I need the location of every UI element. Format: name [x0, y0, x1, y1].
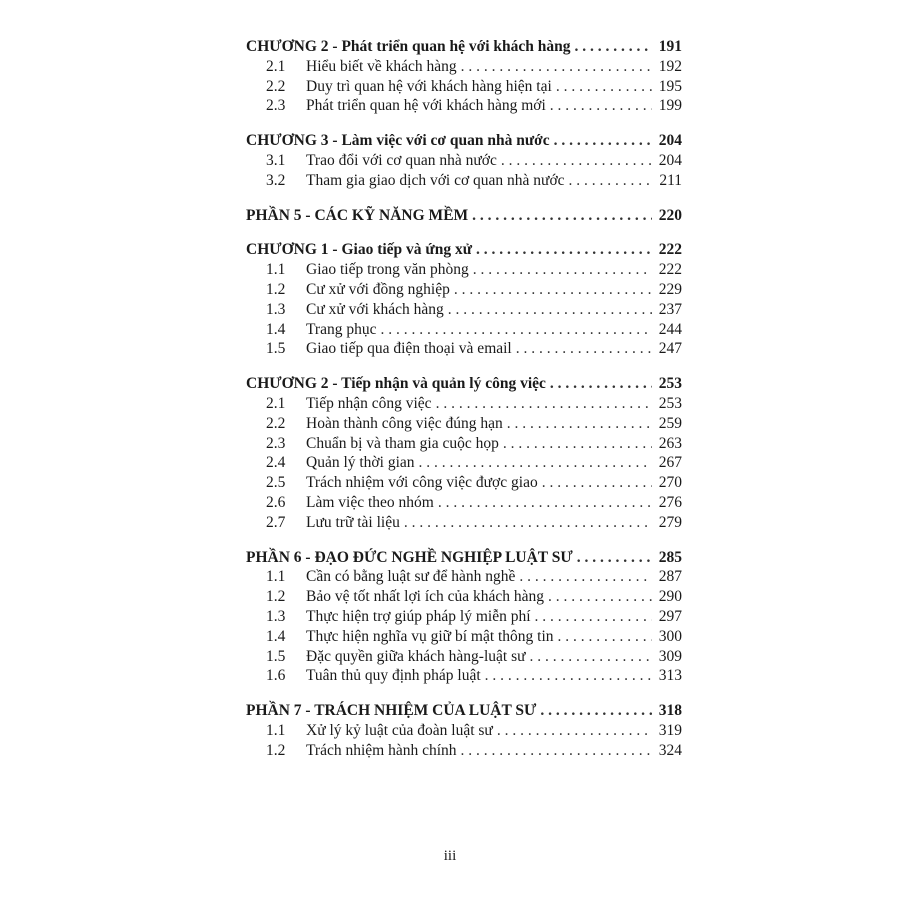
toc-entry: [246, 395, 682, 415]
toc-section: [246, 375, 682, 533]
heading-text: ĐẠO ĐỨC NGHỀ NGHIỆP LUẬT SƯ: [314, 548, 573, 566]
dot-leader: [535, 608, 652, 626]
entry-number: 3.2: [266, 171, 286, 189]
entry-number: 2.4: [266, 454, 286, 472]
heading-text: Phát triển quan hệ với khách hàng: [341, 38, 571, 55]
heading-text: Tiếp nhận và quản lý công việc: [341, 375, 546, 393]
toc-section: [246, 702, 682, 761]
entry-title: Tham gia giao dịch với cơ quan nhà nước: [306, 171, 565, 189]
toc-heading: [246, 702, 682, 722]
entry-page-number: 229: [658, 280, 682, 298]
toc-heading: [246, 375, 682, 395]
heading-text: Giao tiếp và ứng xử: [341, 241, 473, 259]
toc-entry: [246, 78, 682, 98]
entry-title: Cư xử với khách hàng: [306, 300, 444, 318]
entry-title: Đặc quyền giữa khách hàng-luật sư: [306, 647, 526, 665]
entry-title: Thực hiện nghĩa vụ giữ bí mật thông tin: [306, 627, 554, 645]
toc-section: [246, 38, 682, 117]
entry-page-number: 244: [658, 320, 682, 338]
dot-leader: [519, 568, 652, 586]
dot-leader: [530, 648, 652, 666]
entry-number: 1.2: [266, 588, 286, 606]
entry-page-number: 287: [658, 568, 682, 586]
entry-page-number: 297: [658, 607, 682, 625]
toc-heading: [246, 549, 682, 569]
dot-leader: [540, 702, 652, 720]
heading-separator: -: [328, 132, 342, 150]
entry-page-number: 259: [658, 414, 682, 432]
entry-number: 1.1: [266, 721, 286, 739]
toc-entry: [246, 415, 682, 435]
toc-entry: [246, 454, 682, 474]
entry-number: 2.7: [266, 513, 286, 531]
entry-page-number: 300: [658, 627, 682, 645]
entry-number: 2.3: [266, 97, 286, 115]
entry-page-number: 204: [658, 151, 682, 169]
dot-leader: [473, 261, 652, 279]
entry-title: Làm việc theo nhóm: [306, 493, 434, 511]
heading-page-number: 220: [658, 206, 682, 224]
entry-number: 2.5: [266, 474, 286, 492]
entry-title: Hiểu biết về khách hàng: [306, 57, 457, 75]
entry-number: 1.5: [266, 340, 286, 358]
heading-title: [246, 38, 571, 56]
entry-page-number: 309: [658, 647, 682, 665]
toc-section: [246, 207, 682, 227]
toc-heading: [246, 207, 682, 227]
heading-label: CHƯƠNG 2: [246, 375, 329, 393]
toc-entry: [246, 321, 682, 341]
entry-page-number: 192: [658, 57, 682, 75]
toc-entry: [246, 722, 682, 742]
entry-title: Cần có bằng luật sư để hành nghề: [306, 568, 516, 586]
toc-entry: [246, 152, 682, 172]
toc-entry: [246, 494, 682, 514]
entry-number: 2.1: [266, 394, 286, 412]
entry-number: 2.2: [266, 77, 286, 95]
toc-section: [246, 241, 682, 360]
entry-page-number: 270: [658, 474, 682, 492]
entry-number: 1.3: [266, 300, 286, 318]
entry-number: 2.2: [266, 414, 286, 432]
entry-number: 1.1: [266, 568, 286, 586]
entry-title: Chuẩn bị và tham gia cuộc họp: [306, 434, 499, 452]
dot-leader: [461, 742, 652, 760]
entry-page-number: 195: [658, 77, 682, 95]
entry-page-number: 290: [658, 588, 682, 606]
heading-separator: -: [301, 702, 315, 720]
heading-text: CÁC KỸ NĂNG MỀM: [314, 206, 469, 224]
heading-page-number: 253: [658, 375, 682, 393]
dot-leader: [472, 207, 652, 225]
dot-leader: [554, 132, 652, 150]
toc-entry: [246, 301, 682, 321]
heading-title: [246, 132, 550, 150]
heading-label: PHẦN 7: [246, 702, 302, 720]
toc-entry: [246, 608, 682, 628]
entry-number: 3.1: [266, 151, 286, 169]
entry-title: Phát triển quan hệ với khách hàng mới: [306, 97, 546, 115]
dot-leader: [501, 152, 652, 170]
toc-heading: [246, 132, 682, 152]
entry-title: Trao đổi với cơ quan nhà nước: [306, 151, 497, 169]
entry-page-number: 313: [658, 667, 682, 685]
dot-leader: [542, 474, 652, 492]
entry-number: 1.1: [266, 261, 286, 279]
entry-number: 1.4: [266, 627, 286, 645]
dot-leader: [497, 722, 652, 740]
dot-leader: [507, 415, 652, 433]
entry-title: Trang phục: [306, 320, 377, 338]
toc-section: [246, 549, 682, 688]
dot-leader: [550, 375, 652, 393]
heading-text: TRÁCH NHIỆM CỦA LUẬT SƯ: [314, 702, 537, 720]
entry-page-number: 263: [658, 434, 682, 452]
entry-page-number: 247: [658, 340, 682, 358]
entry-number: 1.2: [266, 280, 286, 298]
entry-title: Xử lý kỷ luật của đoàn luật sư: [306, 721, 493, 739]
heading-separator: -: [301, 206, 315, 224]
entry-number: 1.5: [266, 647, 286, 665]
toc-heading: [246, 241, 682, 261]
dot-leader: [569, 172, 652, 190]
table-of-contents: [246, 38, 682, 777]
entry-title: Giao tiếp qua điện thoại và email: [306, 340, 512, 358]
heading-label: PHẦN 5: [246, 206, 302, 224]
entry-number: 1.3: [266, 607, 286, 625]
entry-title: Trách nhiệm với công việc được giao: [306, 474, 538, 492]
entry-page-number: 199: [658, 97, 682, 115]
heading-separator: -: [301, 548, 315, 566]
dot-leader: [448, 301, 652, 319]
entry-page-number: 211: [659, 171, 682, 189]
heading-label: CHƯƠNG 2: [246, 38, 329, 55]
dot-leader: [436, 395, 652, 413]
dot-leader: [404, 514, 652, 532]
heading-title: [246, 375, 546, 393]
entry-title: Quản lý thời gian: [306, 454, 415, 472]
heading-label: PHẦN 6: [246, 548, 302, 566]
toc-entry: [246, 742, 682, 762]
dot-leader: [476, 241, 652, 259]
entry-number: 1.6: [266, 667, 286, 685]
heading-separator: -: [328, 38, 342, 55]
entry-title: Giao tiếp trong văn phòng: [306, 261, 469, 279]
heading-page-number: 222: [658, 241, 682, 259]
toc-entry: [246, 648, 682, 668]
entry-title: Trách nhiệm hành chính: [306, 741, 457, 759]
heading-page-number: 318: [658, 702, 682, 720]
heading-separator: -: [328, 241, 342, 259]
toc-entry: [246, 97, 682, 117]
heading-label: CHƯƠNG 1: [246, 241, 329, 259]
heading-text: Làm việc với cơ quan nhà nước: [341, 132, 550, 150]
toc-entry: [246, 172, 682, 192]
dot-leader: [577, 549, 652, 567]
toc-entry: [246, 588, 682, 608]
entry-title: Tuân thủ quy định pháp luật: [306, 667, 481, 685]
entry-number: 1.4: [266, 320, 286, 338]
dot-leader: [516, 340, 652, 358]
toc-entry: [246, 667, 682, 687]
entry-title: Hoàn thành công việc đúng hạn: [306, 414, 503, 432]
toc-entry: [246, 514, 682, 534]
heading-title: [246, 549, 573, 567]
dot-leader: [438, 494, 652, 512]
entry-page-number: 319: [658, 721, 682, 739]
toc-entry: [246, 281, 682, 301]
entry-page-number: 222: [658, 261, 682, 279]
entry-number: 1.2: [266, 741, 286, 759]
entry-page-number: 267: [658, 454, 682, 472]
entry-number: 2.3: [266, 434, 286, 452]
entry-number: 2.1: [266, 57, 286, 75]
entry-number: 2.6: [266, 493, 286, 511]
dot-leader: [419, 454, 653, 472]
dot-leader: [485, 667, 652, 685]
dot-leader: [503, 435, 652, 453]
heading-page-number: 204: [658, 132, 682, 150]
dot-leader: [550, 97, 652, 115]
heading-title: [246, 207, 468, 225]
entry-page-number: 279: [658, 513, 682, 531]
dot-leader: [548, 588, 652, 606]
heading-page-number: 285: [658, 548, 682, 566]
heading-separator: -: [328, 375, 342, 393]
dot-leader: [556, 78, 652, 96]
heading-page-number: 191: [658, 38, 682, 55]
entry-title: Cư xử với đồng nghiệp: [306, 280, 450, 298]
entry-page-number: 237: [658, 300, 682, 318]
dot-leader: [454, 281, 652, 299]
dot-leader: [380, 321, 652, 339]
toc-entry: [246, 261, 682, 281]
entry-title: Duy trì quan hệ với khách hàng hiện tại: [306, 77, 552, 95]
toc-heading: [246, 38, 682, 58]
toc-entry: [246, 628, 682, 648]
entry-page-number: 253: [658, 394, 682, 412]
dot-leader: [575, 38, 652, 56]
heading-title: [246, 702, 536, 720]
toc-entry: [246, 340, 682, 360]
entry-page-number: 276: [658, 493, 682, 511]
page-number: iii: [443, 848, 457, 864]
entry-page-number: 324: [658, 741, 682, 759]
dot-leader: [558, 628, 652, 646]
heading-title: [246, 241, 472, 259]
entry-title: Bảo vệ tốt nhất lợi ích của khách hàng: [306, 588, 545, 606]
toc-entry: [246, 58, 682, 78]
toc-entry: [246, 435, 682, 455]
entry-title: Tiếp nhận công việc: [306, 394, 432, 412]
toc-entry: [246, 568, 682, 588]
entry-title: Thực hiện trợ giúp pháp lý miễn phí: [306, 607, 531, 625]
heading-label: CHƯƠNG 3: [246, 132, 329, 150]
dot-leader: [461, 58, 652, 76]
toc-entry: [246, 474, 682, 494]
entry-title: Lưu trữ tài liệu: [306, 513, 400, 531]
toc-section: [246, 132, 682, 191]
